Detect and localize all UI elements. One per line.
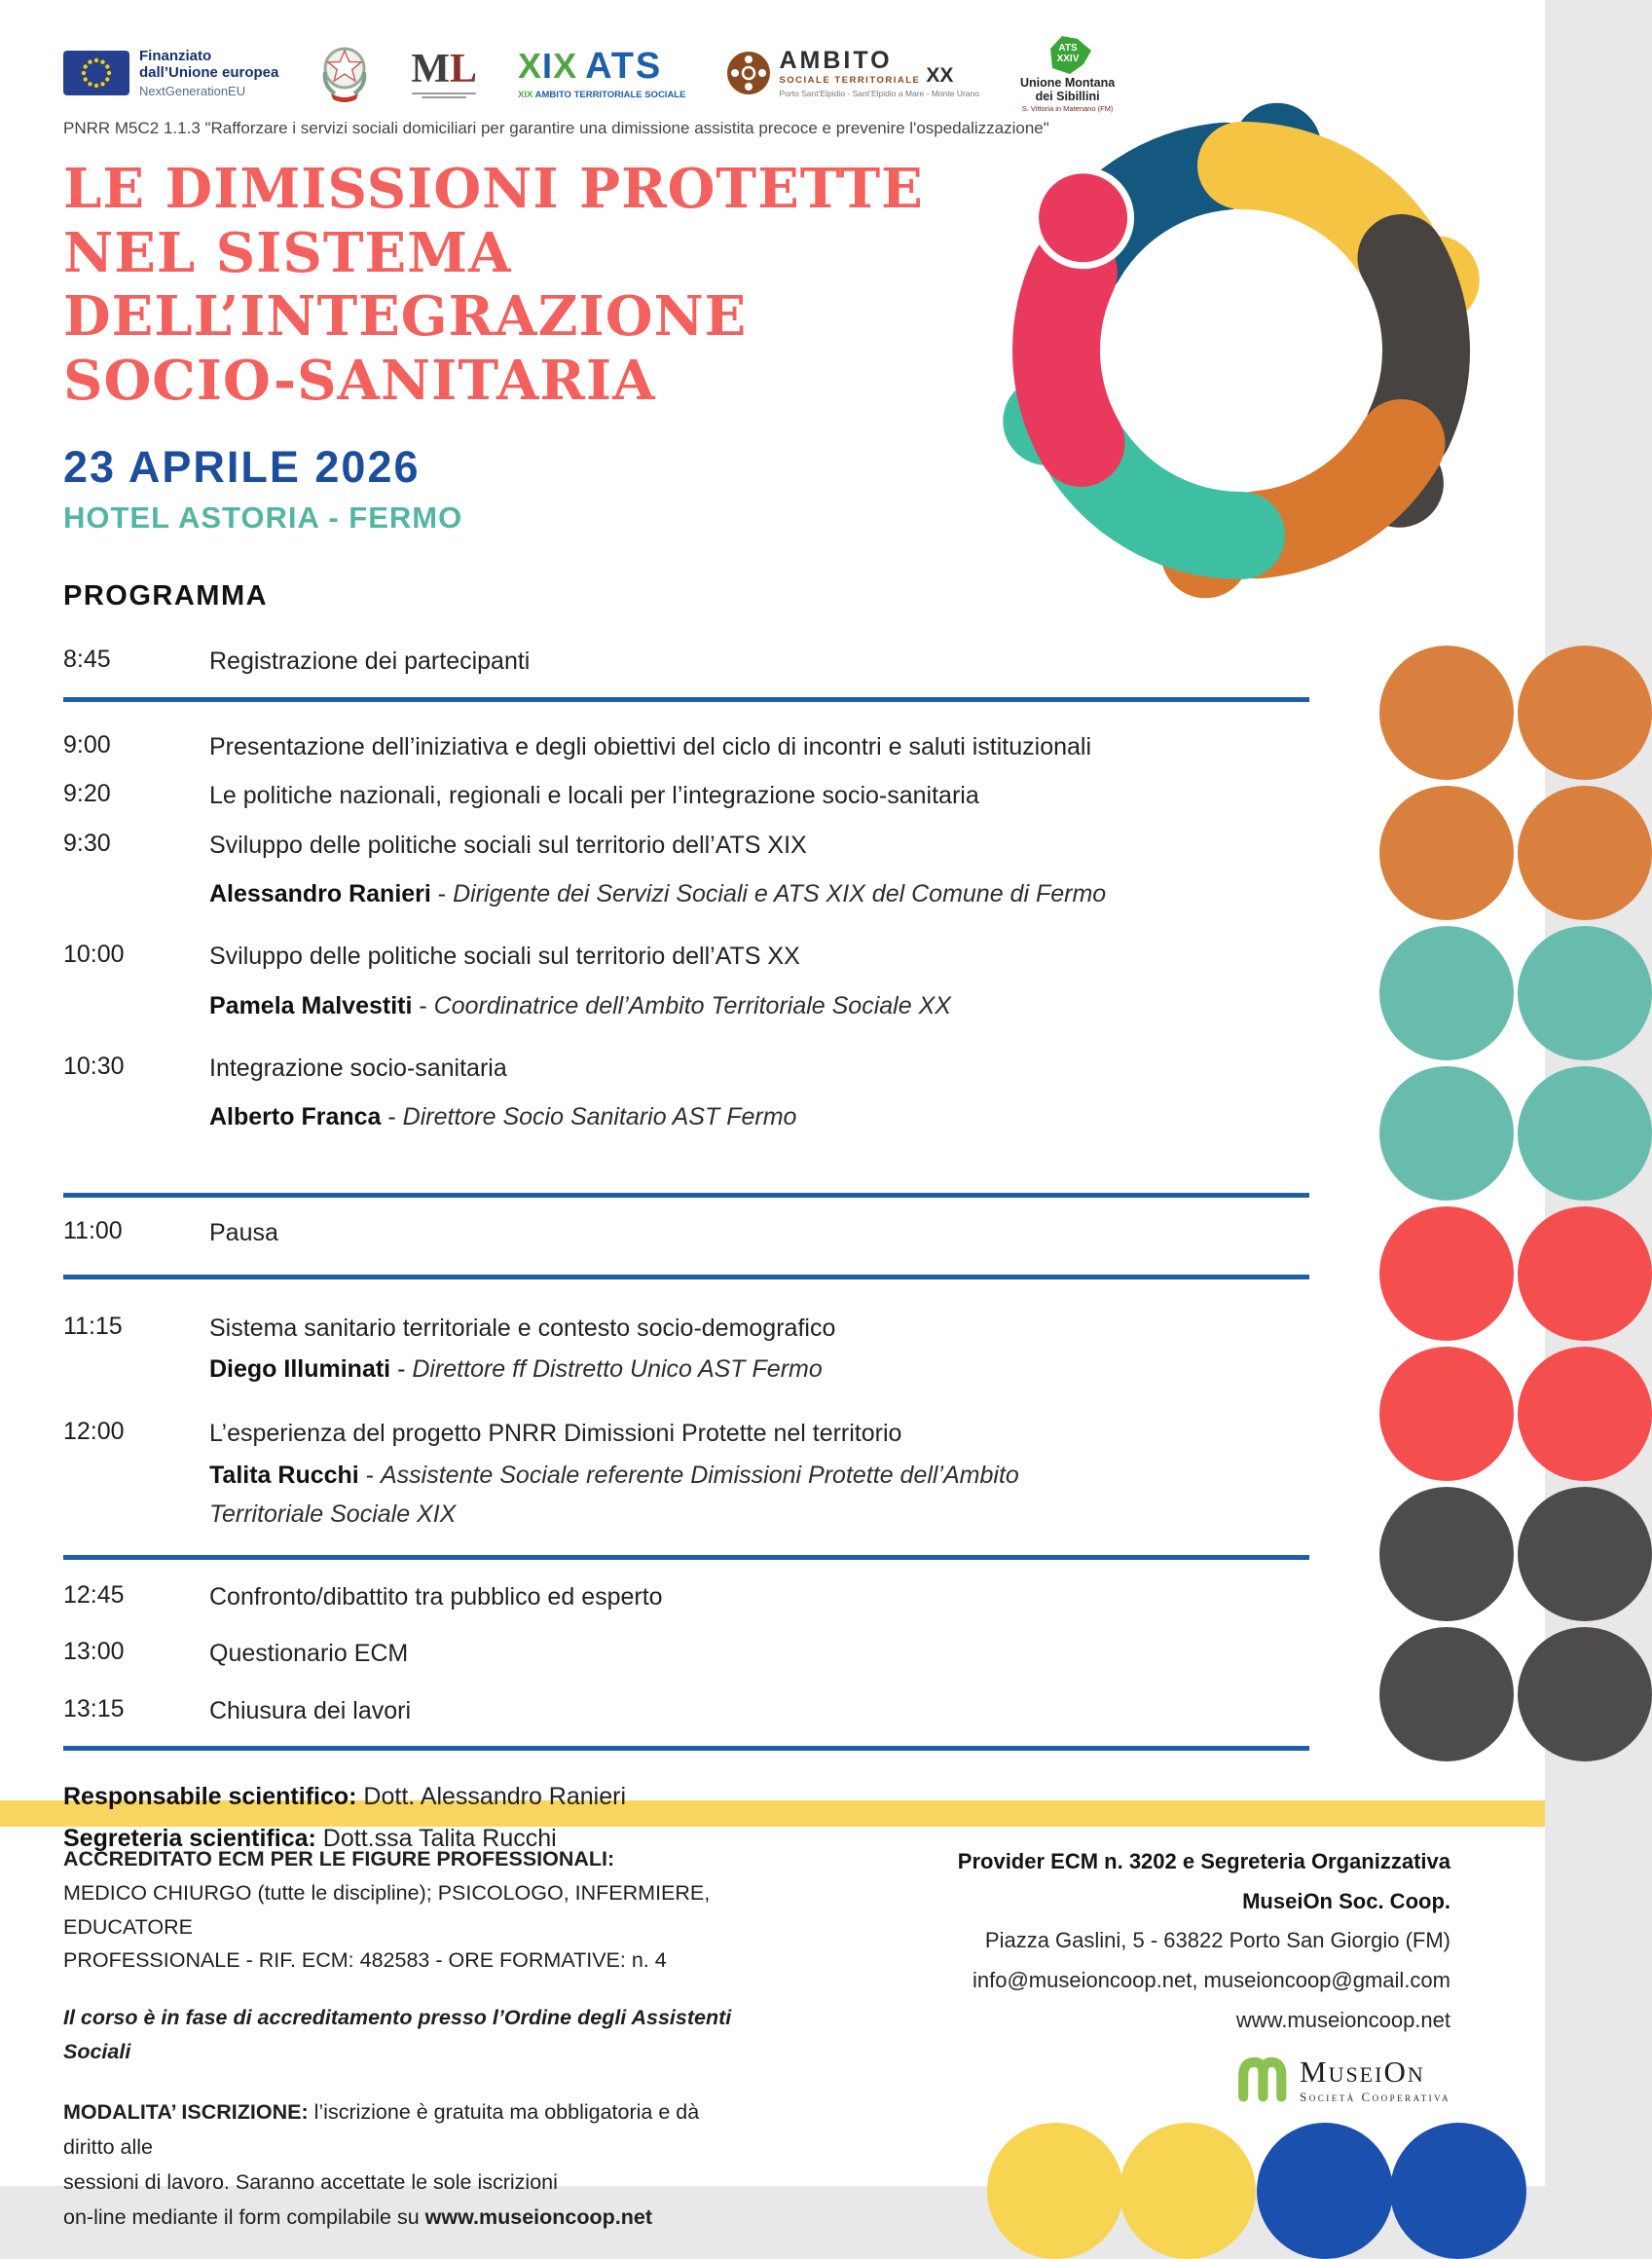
- ats-xxiv-name2: dei Sibillini: [1035, 90, 1100, 104]
- program-speaker: Talita Rucchi - Assistente Sociale referente Dimissioni Protette dell’Ambito Territoriale Sociale XIX: [209, 1461, 1019, 1528]
- program-time: 9:30: [63, 829, 111, 857]
- enrollment-line3: on-line mediante il form compilabile su www.museioncoop.net: [63, 2205, 652, 2230]
- ministry-labour-logo: [411, 46, 478, 98]
- ats-xxiv-map-icon: [1041, 33, 1095, 76]
- program-title: Pausa: [209, 1219, 278, 1247]
- divider: [63, 1746, 1309, 1751]
- side-circle: [1379, 1347, 1514, 1481]
- ambito-xx-tagline: Porto Sant’Elpidio - Sant’Elpidio a Mare - Monte Urano: [779, 88, 979, 98]
- eu-funding-logo: [63, 48, 278, 99]
- divider: [63, 697, 1309, 702]
- footer: [63, 1842, 1450, 2235]
- program-time: 11:00: [63, 1217, 123, 1245]
- program-title: Confronto/dibattito tra pubblico ed esperto: [209, 1582, 663, 1611]
- program-heading: PROGRAMMA: [63, 580, 269, 612]
- program-title: Le politiche nazionali, regionali e locali per l’integrazione socio-sanitaria: [209, 782, 979, 810]
- ambito-xx-roman: XX: [926, 63, 954, 87]
- pnrr-measure-line: PNRR M5C2 1.1.3 "Rafforzare i servizi sociali domiciliari per garantire una dimissione assistita precoce e prevenire l'ospedalizzazione": [63, 119, 1049, 137]
- provider-address: Piazza Gaslini, 5 - 63822 Porto San Giorgio (FM): [984, 1928, 1450, 1953]
- title-line-1: LE DIMISSIONI PROTETTE: [63, 157, 924, 221]
- program-item: [63, 1313, 1314, 1389]
- eu-logo-line1: Finanziato: [139, 47, 212, 64]
- svg-text:XXIV: XXIV: [1056, 53, 1079, 64]
- side-circle: [1379, 786, 1514, 920]
- ats-xxiv-caption: S. Vittoria in Matenano (FM): [1021, 103, 1114, 113]
- side-circle: [1518, 926, 1652, 1060]
- enrollment-block: [63, 2094, 735, 2235]
- side-circle: [1379, 926, 1514, 1060]
- ml-monogram: ML: [411, 46, 478, 92]
- program-time: 8:45: [63, 646, 111, 674]
- museion-logo: [847, 2052, 1450, 2108]
- ml-caption-bars: [412, 93, 476, 98]
- ecm-accredited-line1: MEDICO CHIURGO (tutte le discipline); PSICOLOGO, INFERMIERE, EDUCATORE: [63, 1880, 711, 1939]
- enrollment-line2: sessioni di lavoro. Saranno accettate le sole iscrizioni: [63, 2170, 558, 2195]
- program-item: [63, 1638, 1314, 1670]
- museion-m-icon: [1233, 2052, 1290, 2108]
- page-title: [63, 158, 1314, 413]
- program-item: [63, 1581, 1314, 1613]
- program-title: Sistema sanitario territoriale e contesto socio-demografico: [209, 1314, 836, 1342]
- ambito-xx-logo: [726, 46, 979, 98]
- program-item: [63, 1418, 1314, 1534]
- scientific-secretariat: Segreteria scientifica: Dott.ssa Talita Rucchi: [63, 1824, 557, 1852]
- footer-right-column: [847, 1842, 1450, 2235]
- side-circle: [1379, 1627, 1514, 1761]
- ecm-accredited-heading: ACCREDITATO ECM PER LE FIGURE PROFESSIONALI:: [63, 1847, 615, 1870]
- program-title: Chiusura dei lavori: [209, 1696, 412, 1724]
- program-item: [63, 1695, 1314, 1727]
- ambito-xx-emblem-icon: [726, 51, 771, 95]
- eu-logo-line3: NextGenerationEU: [139, 84, 246, 99]
- title-line-3: DELL’INTEGRAZIONE: [63, 284, 748, 350]
- accreditation-note: Il corso è in fase di accreditamento presso l’Ordine degli Assistenti Sociali: [63, 2006, 732, 2064]
- program-item: [63, 1053, 1314, 1137]
- provider-website: www.museioncoop.net: [1235, 2007, 1450, 2032]
- enrollment-line1: MODALITA’ ISCRIZIONE: l’iscrizione è gratuita ma obbligatoria e dà diritto alle: [63, 2099, 700, 2160]
- program-title: Sviluppo delle politiche sociali sul territorio dell’ATS XX: [209, 943, 800, 971]
- side-circle: [1379, 1487, 1514, 1621]
- program-item: [63, 780, 1314, 812]
- side-circle: [1518, 786, 1652, 920]
- program-title: L’esperienza del progetto PNRR Dimissioni Protette nel territorio: [209, 1420, 902, 1448]
- ats-xix-logo: [518, 46, 685, 100]
- republic-emblem-icon: [319, 43, 370, 103]
- ats-xix-roman: XIX: [518, 46, 578, 86]
- museion-logo-name: MuseiOn: [1300, 2055, 1425, 2090]
- svg-text:ATS: ATS: [1057, 42, 1078, 54]
- program-time: 11:15: [63, 1312, 123, 1340]
- event-venue: HOTEL ASTORIA - FERMO: [63, 500, 463, 536]
- ats-xix-caption: XIX AMBITO TERRITORIALE SOCIALE: [518, 90, 686, 100]
- museion-logo-subtitle: Società Cooperativa: [1300, 2090, 1450, 2105]
- title-line-4: SOCIO-SANITARIA: [63, 348, 656, 413]
- program-time: 12:45: [63, 1580, 125, 1609]
- side-circle: [1518, 1347, 1652, 1481]
- side-circle: [1518, 1487, 1652, 1621]
- program-speaker: Alessandro Ranieri - Dirigente dei Servizi Sociali e ATS XIX del Comune di Fermo: [209, 880, 1107, 908]
- program-time: 9:20: [63, 780, 111, 808]
- eu-flag-icon: [63, 51, 129, 95]
- program-title: Sviluppo delle politiche sociali sul territorio dell’ATS XIX: [209, 831, 807, 859]
- program-title: Questionario ECM: [209, 1640, 409, 1668]
- provider-line1: Provider ECM n. 3202 e Segreteria Organizzativa: [957, 1849, 1450, 1873]
- side-circle: [1379, 1066, 1514, 1201]
- ecm-accredited-line2: PROFESSIONALE - RIF. ECM: 482583 - ORE FORMATIVE: n. 4: [63, 1948, 667, 1973]
- side-circle: [1518, 1206, 1652, 1341]
- program-speaker: Pamela Malvestiti - Coordinatrice dell’Ambito Territoriale Sociale XX: [209, 991, 951, 1019]
- ats-xxiv-logo: [1020, 33, 1115, 113]
- ats-xxiv-name1: Unione Montana: [1019, 75, 1116, 90]
- program-title: Registrazione dei partecipanti: [209, 648, 531, 676]
- program-speaker: Diego Illuminati - Direttore ff Distretto Unico AST Fermo: [209, 1355, 823, 1384]
- event-date: 23 APRILE 2026: [63, 442, 421, 493]
- side-circle: [1518, 1627, 1652, 1761]
- program-item: [63, 731, 1314, 763]
- side-circle: [1379, 1206, 1514, 1341]
- program-time: 10:30: [63, 1052, 125, 1080]
- ambito-xx-name: AMBITO: [779, 46, 893, 74]
- program-time: 13:15: [63, 1694, 125, 1722]
- program-time: 13:00: [63, 1638, 125, 1666]
- ambito-xx-subtitle: SOCIALE TERRITORIALE: [779, 74, 921, 86]
- program-title: Integrazione socio-sanitaria: [209, 1054, 507, 1082]
- program-title: Presentazione dell’iniziativa e degli obiettivi del ciclo di incontri e saluti istituzionali: [209, 732, 1092, 760]
- side-circle: [1518, 1066, 1652, 1201]
- program-speaker: Alberto Franca - Direttore Socio Sanitario AST Fermo: [209, 1103, 797, 1131]
- program-item: [63, 1217, 1314, 1249]
- program-time: 9:00: [63, 730, 111, 759]
- program-item: [63, 646, 1314, 678]
- ats-xix-ats: ATS: [585, 46, 663, 87]
- program-item: [63, 830, 1314, 914]
- italian-republic-emblem: [319, 43, 370, 103]
- program-time: 10:00: [63, 941, 125, 969]
- enrollment-url: www.museioncoop.net: [424, 2205, 652, 2230]
- footer-left-column: [63, 1842, 735, 2235]
- side-circle: [1379, 646, 1514, 780]
- logo-strip: [63, 37, 1314, 113]
- side-circle: [1518, 646, 1652, 780]
- divider: [63, 1275, 1309, 1279]
- eu-logo-line2: dall’Unione europea: [139, 64, 279, 82]
- provider-line2: MuseiOn Soc. Coop.: [1242, 1888, 1450, 1913]
- title-line-2: NEL SISTEMA: [63, 220, 512, 285]
- divider: [63, 1193, 1309, 1198]
- scientific-responsible: Responsabile scientifico: Dott. Alessandro Ranieri: [63, 1783, 626, 1811]
- program-item: [63, 941, 1314, 1025]
- provider-emails: info@museioncoop.net, museioncoop@gmail.com: [972, 1968, 1450, 1993]
- program-time: 12:00: [63, 1418, 125, 1446]
- divider: [63, 1555, 1309, 1560]
